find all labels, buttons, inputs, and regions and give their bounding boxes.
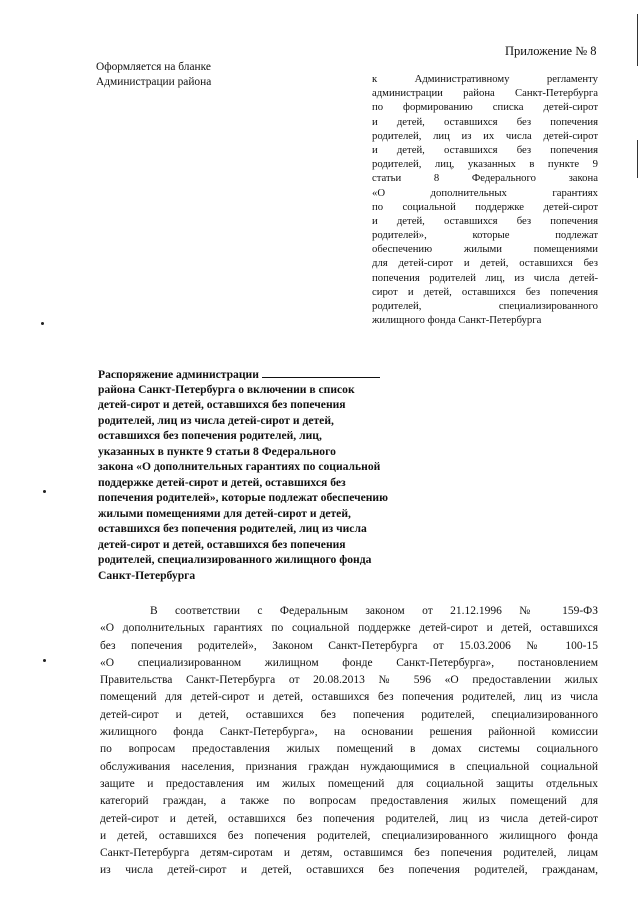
body-line: и детей, оставшихся без попечения родителей, специализированного жилищного фонда: [100, 829, 598, 842]
order-title-line: оставшихся без попечения родителей, лиц,: [98, 429, 322, 442]
blank-note-line: Администрации района: [96, 76, 212, 88]
order-title-line: детей-сирот и детей, оставшихся без попечения: [98, 398, 346, 411]
blank-note-line: Оформляется на бланке: [96, 61, 211, 73]
regulation-line: администрации района Санкт-Петербурга: [372, 87, 598, 100]
scan-edge-mark: [637, 140, 638, 178]
order-title-line: закона «О дополнительных гарантиях по социальной: [98, 460, 381, 473]
blank-note: [96, 60, 211, 90]
regulation-line: «О дополнительных гарантиях: [372, 186, 598, 199]
body-line: Санкт-Петербурга детям-сиротам и детям, оставшимся без попечения родителей, лицам: [100, 847, 598, 860]
regulation-line: сирот и детей, оставшихся без попечения: [372, 285, 598, 298]
order-title-text: Распоряжение администрации: [98, 368, 259, 381]
body-line: защите и предоставления им жилых помещений для социальной защиты отдельных: [100, 777, 598, 790]
scan-speck: [41, 322, 44, 325]
regulation-line: и детей, оставшихся без попечения: [372, 214, 598, 227]
order-title-line: района Санкт-Петербурга о включении в список: [98, 382, 355, 396]
body-line: детей-сирот и детей, оставшихся без попечения родителей, специализированного: [100, 708, 598, 721]
body-line: «О дополнительных гарантиях по социальной поддержке детей-сирот и детей, оставшихся: [100, 622, 598, 635]
regulation-line: родителей», которые подлежат: [372, 229, 598, 242]
regulation-line: попечения родителей лиц, из числа детей-: [372, 271, 598, 284]
regulation-line: для детей-сирот и детей, оставшихся без: [372, 257, 598, 270]
body-paragraph: [100, 603, 598, 880]
order-title-line: родителей, специализированного жилищного фонда: [98, 553, 372, 566]
regulation-line: к Административному регламенту: [372, 73, 598, 85]
appendix-number: Приложение № 8: [505, 44, 597, 58]
order-title-line: детей-сирот и детей, оставшихся без попечения: [98, 537, 346, 551]
body-line: помещений для детей-сирот и детей, оставшихся без попечения родителей, лиц из числа: [100, 691, 598, 704]
regulation-line: по социальной поддержке детей-сирот: [372, 200, 598, 213]
regulation-line: по формированию списка детей-сирот: [372, 101, 598, 114]
scan-edge-mark: [637, 14, 638, 66]
regulation-line: обеспечению жилыми помещениями: [372, 243, 598, 256]
scan-speck: [43, 659, 46, 662]
order-title-line: Санкт-Петербурга: [98, 568, 196, 582]
order-title-line: жилыми помещениями для детей-сирот и детей,: [98, 506, 351, 520]
regulation-line: и детей, оставшихся без попечения: [372, 143, 598, 156]
order-title-line: попечения родителей», которые подлежат обеспечению: [98, 491, 388, 504]
order-number-blank: [262, 366, 380, 378]
body-line: Правительства Санкт-Петербурга от 20.08.2013 № 596 «О предоставлении жилых: [100, 674, 598, 687]
regulation-line: родителей, лиц, указанных в пункте 9: [372, 158, 598, 171]
body-line: В соответствии с Федеральным законом от 21.12.1996 № 159-ФЗ: [150, 605, 598, 617]
order-title-line: оставшихся без попечения родителей, лиц из числа: [98, 522, 367, 535]
regulation-line: жилищного фонда Санкт-Петербурга: [372, 314, 542, 327]
regulation-line: родителей, лиц из их числа детей-сирот: [372, 129, 598, 142]
regulation-line: статьи 8 Федерального закона: [372, 172, 598, 185]
scan-speck: [43, 490, 46, 493]
body-line: без попечения родителей», Законом Санкт-Петербурга от 15.03.2006 № 100-15: [100, 639, 598, 652]
regulation-line: и детей, оставшихся без попечения: [372, 115, 598, 128]
body-line: по вопросам предоставления жилых помещений в домах системы социального: [100, 743, 598, 756]
body-line: из числа детей-сирот и детей, оставшихся без попечения родителей, гражданам,: [100, 864, 598, 877]
order-title: [98, 366, 428, 583]
regulation-reference: [372, 72, 598, 327]
order-title-line: родителей, лиц из числа детей-сирот и детей,: [98, 413, 334, 427]
body-line: обслуживания населения, признания граждан нуждающимися в специальной социальной: [100, 760, 598, 773]
body-line: «О специализированном жилищном фонде Санкт-Петербурга», постановлением: [100, 656, 598, 669]
regulation-line: родителей, специализированного: [372, 300, 598, 312]
order-title-line: указанных в пункте 9 статьи 8 Федерального: [98, 444, 336, 458]
body-line: детей-сирот и детей, оставшихся без попечения родителей, лиц из числа детей-сирот: [100, 812, 598, 825]
order-title-line: поддержке детей-сирот и детей, оставшихся без: [98, 475, 346, 489]
body-line: категорий граждан, а также по вопросам предоставления жилых помещений для: [100, 795, 598, 808]
body-line: жилищного фонда Санкт-Петербурга», на основании решения районной комиссии: [100, 726, 598, 739]
order-title-first-line: [98, 366, 428, 382]
